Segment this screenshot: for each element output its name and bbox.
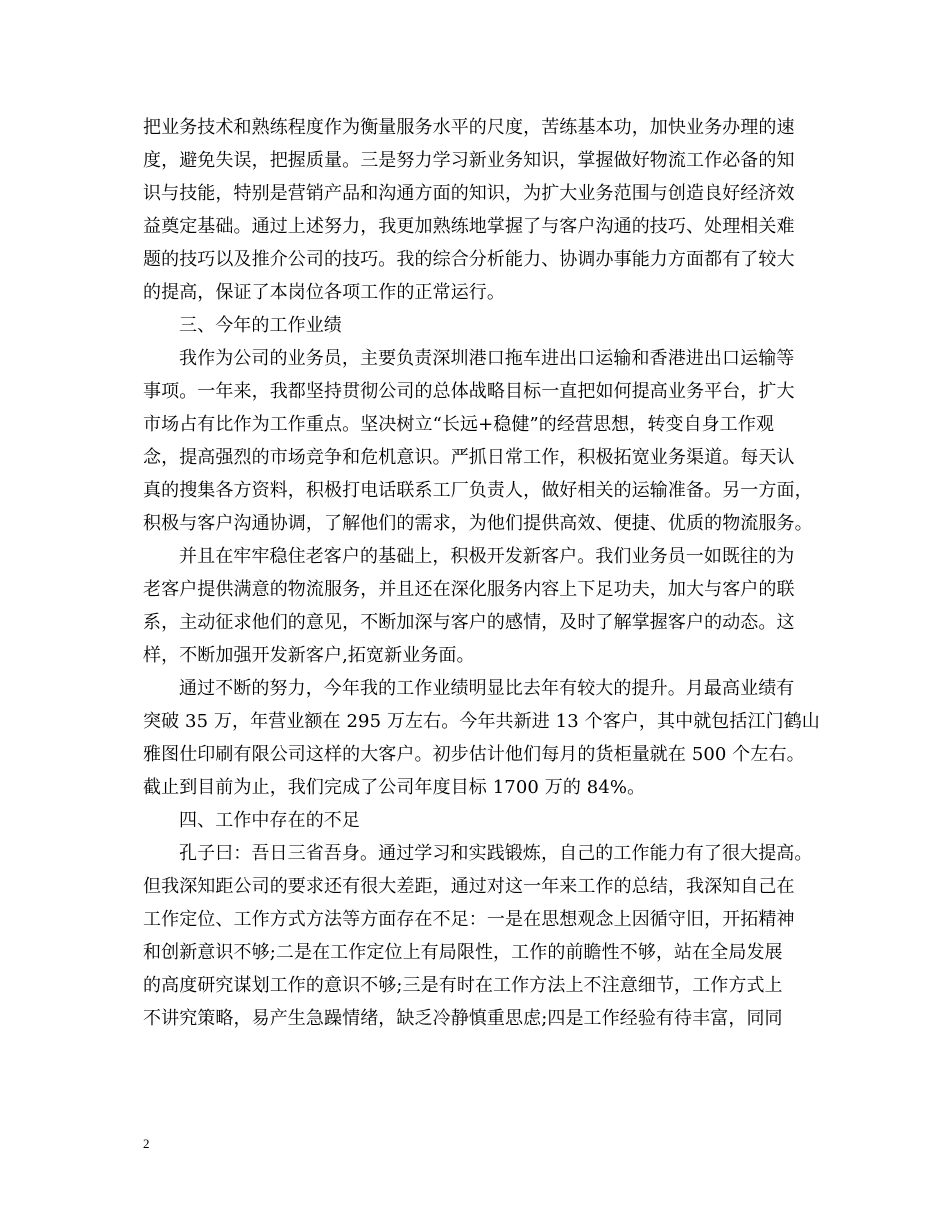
text-line: 的提高，保证了本岗位各项工作的正常运行。 <box>143 282 505 303</box>
text-line: 系，主动征求他们的意见，不断加深与客户的感情，及时了解掌握客户的动态。这 <box>143 612 795 633</box>
text-line: 市场占有比作为工作重点。坚决树立“长远+稳健”的经营思想，转变自身工作观 <box>143 414 775 435</box>
text-line: 益奠定基础。通过上述努力，我更加熟练地掌握了与客户沟通的技巧、处理相关难 <box>143 216 795 237</box>
text-line: 四、工作中存在的不足 <box>179 810 360 831</box>
text-line: 并且在牢牢稳住老客户的基础上，积极开发新客户。我们业务员一如既往的为 <box>179 546 795 567</box>
text-line: 度，避免失误，把握质量。三是努力学习新业务知识，掌握做好物流工作必备的知 <box>143 150 795 171</box>
text-line: 念，提高强烈的市场竞争和危机意识。严抓日常工作，积极拓宽业务渠道。每天认 <box>143 447 795 468</box>
text-line: 突破 35 万，年营业额在 295 万左右。今年共新进 13 个客户，其中就包括江门鹤山 <box>143 711 820 732</box>
text-line: 把业务技术和熟练程度作为衡量服务水平的尺度，苦练基本功，加快业务办理的速 <box>143 117 795 138</box>
text-line: 不讲究策略，易产生急躁情绪，缺乏冷静慎重思虑;四是工作经验有待丰富，同同 <box>143 1008 783 1029</box>
text-line: 的高度研究谋划工作的意识不够;三是有时在工作方法上不注意细节，工作方式上 <box>143 975 783 996</box>
text-line: 截止到目前为止，我们完成了公司年度目标 1700 万的 84%。 <box>143 777 646 798</box>
text-line: 孔子曰：吾日三省吾身。通过学习和实践锻炼，自己的工作能力有了很大提高。 <box>179 843 813 864</box>
text-line: 样，不断加强开发新客户,拓宽新业务面。 <box>143 645 475 666</box>
text-line: 通过不断的努力，今年我的工作业绩明显比去年有较大的提升。月最高业绩有 <box>179 678 795 699</box>
text-line: 事项。一年来，我都坚持贯彻公司的总体战略目标一直把如何提高业务平台，扩大 <box>143 381 795 402</box>
text-line: 题的技巧以及推介公司的技巧。我的综合分析能力、协调办事能力方面都有了较大 <box>143 249 795 270</box>
text-line: 积极与客户沟通协调，了解他们的需求，为他们提供高效、便捷、优质的物流服务。 <box>143 513 813 534</box>
text-line: 老客户提供满意的物流服务，并且还在深化服务内容上下足功夫，加大与客户的联 <box>143 579 795 600</box>
text-line: 但我深知距公司的要求还有很大差距，通过对这一年来工作的总结，我深知自己在 <box>143 876 795 897</box>
text-line: 我作为公司的业务员，主要负责深圳港口拖车进出口运输和香港进出口运输等 <box>179 348 795 369</box>
page-number: 2 <box>143 1136 150 1151</box>
text-line: 真的搜集各方资料，积极打电话联系工厂负责人，做好相关的运输准备。另一方面， <box>143 480 813 501</box>
text-line: 工作定位、工作方式方法等方面存在不足：一是在思想观念上因循守旧，开拓精神 <box>143 909 795 930</box>
text-line: 三、今年的工作业绩 <box>179 315 342 336</box>
text-line: 识与技能，特别是营销产品和沟通方面的知识，为扩大业务范围与创造良好经济效 <box>143 183 795 204</box>
text-line: 和创新意识不够;二是在工作定位上有局限性，工作的前瞻性不够，站在全局发展 <box>143 942 783 963</box>
text-line: 雅图仕印刷有限公司这样的大客户。初步估计他们每月的货柜量就在 500 个左右。 <box>143 744 805 765</box>
